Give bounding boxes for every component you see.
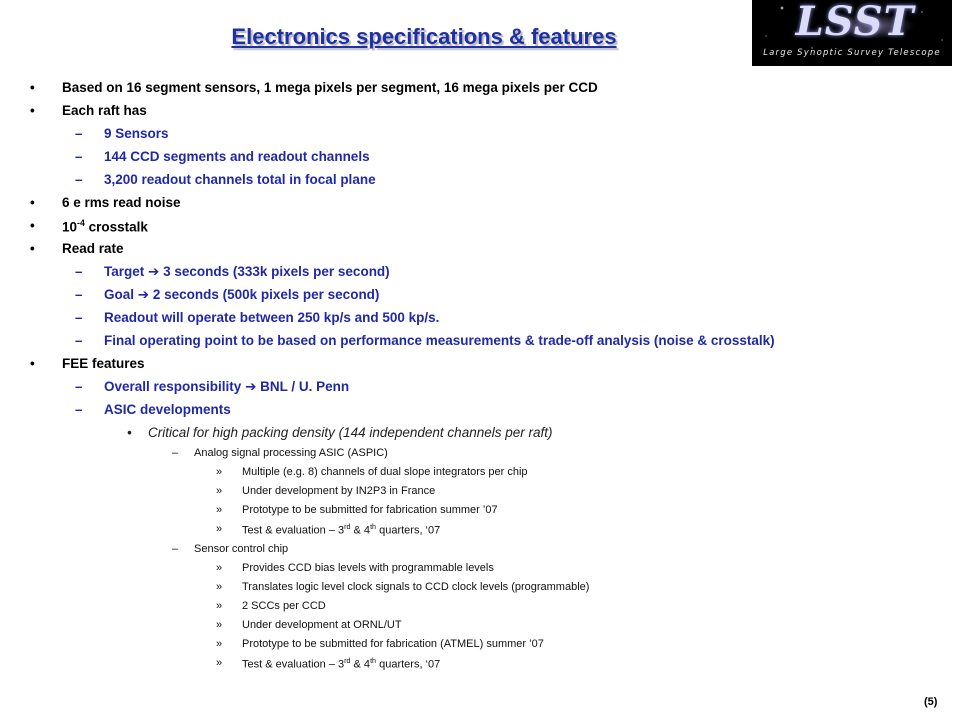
bullet-marker: –	[75, 126, 83, 141]
bullet-text: 9 Sensors	[104, 126, 169, 141]
bullet-text: Overall responsibility ➔ BNL / U. Penn	[104, 379, 350, 395]
bullet-marker: •	[30, 103, 35, 118]
bullet-marker: –	[75, 149, 83, 164]
arrow-icon: ➔	[148, 264, 160, 280]
bullet-marker: –	[75, 264, 83, 279]
bullet-text: Provides CCD bias levels with programmable levels	[242, 562, 494, 574]
bullet-marker: •	[30, 195, 35, 210]
bullet-text: Based on 16 segment sensors, 1 mega pixels per segment, 16 mega pixels per CCD	[62, 80, 598, 95]
bullet-marker: •	[30, 241, 35, 256]
bullet-marker: •	[127, 425, 132, 440]
bullet-text: Translates logic level clock signals to CCD clock levels (programmable)	[242, 581, 590, 593]
bullet-text: Sensor control chip	[194, 543, 289, 555]
bullet-text: Test & evaluation – 3rd & 4th quarters, ‘07	[242, 523, 441, 537]
bullet-marker: –	[75, 310, 83, 325]
bullet-text: 6 e rms read noise	[62, 195, 181, 210]
bullet-marker: –	[75, 379, 83, 394]
bullet-text: Goal ➔ 2 seconds (500k pixels per second)	[104, 287, 380, 303]
bullet-marker: »	[216, 581, 223, 593]
bullet-marker: –	[75, 172, 83, 187]
bullet-text: Read rate	[62, 241, 124, 256]
bullet-marker: »	[216, 466, 223, 478]
bullet-text: $10^{-4}$ crosstalk	[62, 218, 148, 235]
bullet-text: Final operating point to be based on performance measurements & trade-off analysis (noise & crosstalk)	[104, 333, 775, 348]
bullet-marker: »	[216, 504, 223, 516]
bullet-text: 2 SCCs per CCD	[242, 600, 326, 612]
bullet-marker: »	[216, 523, 223, 535]
bullet-marker: »	[216, 600, 223, 612]
bullet-marker: •	[30, 80, 35, 95]
bullet-marker: »	[216, 619, 223, 631]
bullet-text: Multiple (e.g. 8) channels of dual slope integrators per chip	[242, 466, 528, 478]
bullet-text: Prototype to be submitted for fabrication summer ’07	[242, 504, 498, 516]
bullet-text: Test & evaluation – 3rd & 4th quarters, ‘07	[242, 657, 441, 671]
bullet-marker: –	[75, 287, 83, 302]
bullet-marker: »	[216, 638, 223, 650]
bullet-text: 144 CCD segments and readout channels	[104, 149, 370, 164]
bullet-marker: •	[30, 356, 35, 371]
bullet-marker: –	[75, 333, 83, 348]
bullet-text: Critical for high packing density (144 independent channels per raft)	[148, 425, 553, 440]
logo-subtitle: Large Synoptic Survey Telescope	[763, 48, 941, 58]
bullet-text: Readout will operate between 250 kp/s and 500 kp/s.	[104, 310, 440, 325]
slide-title: Electronics specifications & features	[231, 24, 617, 49]
bullet-marker: –	[172, 447, 179, 459]
bullet-marker: –	[172, 543, 179, 555]
bullet-text: Analog signal processing ASIC (ASPIC)	[194, 447, 388, 459]
bullet-text: Under development by IN2P3 in France	[242, 485, 436, 497]
bullet-text: ASIC developments	[104, 402, 231, 417]
page-number: (5)	[924, 696, 938, 708]
bullet-marker: »	[216, 485, 223, 497]
arrow-icon: ➔	[137, 287, 150, 303]
bullet-text: Under development at ORNL/UT	[242, 619, 402, 631]
bullet-marker: »	[216, 562, 223, 574]
arrow-icon: ➔	[245, 379, 257, 395]
bullet-marker: •	[30, 218, 35, 233]
bullet-text: 3,200 readout channels total in focal plane	[104, 172, 376, 187]
bullet-marker: –	[75, 402, 83, 417]
bullet-text: FEE features	[62, 356, 145, 371]
bullet-text: Each raft has	[62, 103, 147, 118]
bullet-marker: »	[216, 657, 223, 669]
logo-wordmark: LSST	[795, 0, 915, 45]
bullet-text: Target ➔ 3 seconds (333k pixels per second)	[104, 264, 390, 280]
bullet-text: Prototype to be submitted for fabrication (ATMEL) summer ’07	[242, 638, 544, 650]
